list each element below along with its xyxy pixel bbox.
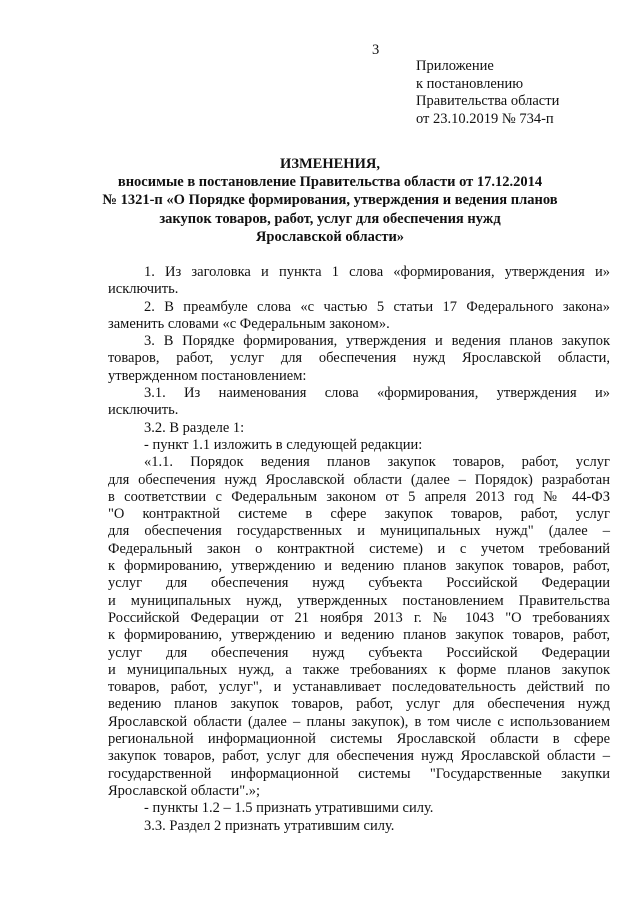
body-line: исключить.: [108, 281, 179, 298]
body-line: к формированию, утверждению и ведению планов закупок товаров, работ,: [108, 627, 610, 644]
body-line: утвержденном постановлением:: [108, 367, 307, 384]
body-line: заменить словами «с Федеральным законом».: [108, 315, 390, 332]
body-line: Федеральный закон о контрактной системе) и с учетом требований: [108, 540, 610, 557]
title-line: ИЗМЕНЕНИЯ,: [280, 156, 380, 172]
body-line: к формированию, утверждению и ведению планов закупок товаров, работ,: [108, 558, 610, 575]
body-line: - пункты 1.2 – 1.5 признать утратившими силу.: [144, 800, 434, 817]
title-line: вносимые в постановление Правительства области от 17.12.2014: [117, 174, 543, 191]
body-line: закупок товаров, работ, услуг для обеспечения нужд Ярославской области –: [108, 748, 610, 765]
appendix-line: Приложение: [416, 58, 494, 74]
body-line: - пункт 1.1 изложить в следующей редакции:: [144, 436, 423, 453]
appendix-reference: [416, 58, 616, 128]
body-line: 2. В преамбуле слова «с частью 5 статьи 17 Федерального закона»: [144, 298, 610, 315]
appendix-line: к постановлению: [416, 75, 524, 92]
body-line: Ярославской области (далее – планы закупок), в том числе с использованием: [108, 713, 610, 730]
body-line: региональной информационной системы Ярославской области в сфере: [108, 731, 610, 748]
appendix-line: Правительства области: [416, 93, 560, 109]
body-line: для обеспечения государственных и муниципальных нужд" (далее –: [108, 523, 610, 540]
body-line: в соответствии с Федеральным законом от 5 апреля 2013 год № 44-ФЗ: [108, 488, 610, 505]
body-line: 1. Из заголовка и пункта 1 слова «формирования, утверждения и»: [144, 264, 610, 280]
body-line: Российской Федерации от 21 ноября 2013 г. № 1043 "О требованиях: [108, 609, 610, 626]
title-line: Ярославской области»: [255, 228, 405, 245]
document-body: [108, 264, 610, 835]
body-line: исключить.: [108, 402, 179, 419]
body-line: государственной информационной системы "Государственные закупки: [108, 765, 610, 782]
body-line: и муниципальных нужд, а также требованиях к форме планов закупок: [108, 661, 610, 678]
body-line: "О контрактной системе в сфере закупок товаров, работ, услуг: [108, 506, 610, 523]
document-title: [96, 155, 564, 246]
title-line: закупок товаров, работ, услуг для обеспечения нужд: [159, 210, 501, 227]
body-line: услуг для обеспечения нужд субъекта Российской Федерации: [108, 644, 610, 661]
body-line: ведению планов закупок товаров, работ, услуг для обеспечения нужд: [108, 696, 610, 713]
body-line: и муниципальных нужд, утвержденных постановлением Правительства: [108, 592, 610, 609]
body-line: «1.1. Порядок ведения планов закупок товаров, работ, услуг: [144, 454, 610, 471]
body-line: 3.2. В разделе 1:: [144, 419, 245, 436]
body-line: для обеспечения нужд Ярославской области (далее – Порядок) разработан: [108, 471, 610, 488]
body-line: услуг для обеспечения нужд субъекта Российской Федерации: [108, 575, 610, 592]
body-line: 3. В Порядке формирования, утверждения и ведения планов закупок: [144, 333, 610, 350]
body-line: 3.3. Раздел 2 признать утратившим силу.: [144, 817, 395, 834]
body-line: товаров, работ, услуг", и устанавливает последовательность действий по: [108, 679, 610, 696]
title-line: № 1321-п «О Порядке формирования, утверждения и ведения планов: [102, 192, 558, 209]
appendix-line: от 23.10.2019 № 734-п: [416, 110, 554, 127]
body-line: 3.1. Из наименования слова «формирования, утверждения и»: [144, 385, 610, 402]
body-line: товаров, работ, услуг для обеспечения нужд Ярославской области,: [108, 350, 610, 367]
body-line: Ярославской области".»;: [108, 782, 261, 799]
page-number: 3: [372, 42, 380, 58]
